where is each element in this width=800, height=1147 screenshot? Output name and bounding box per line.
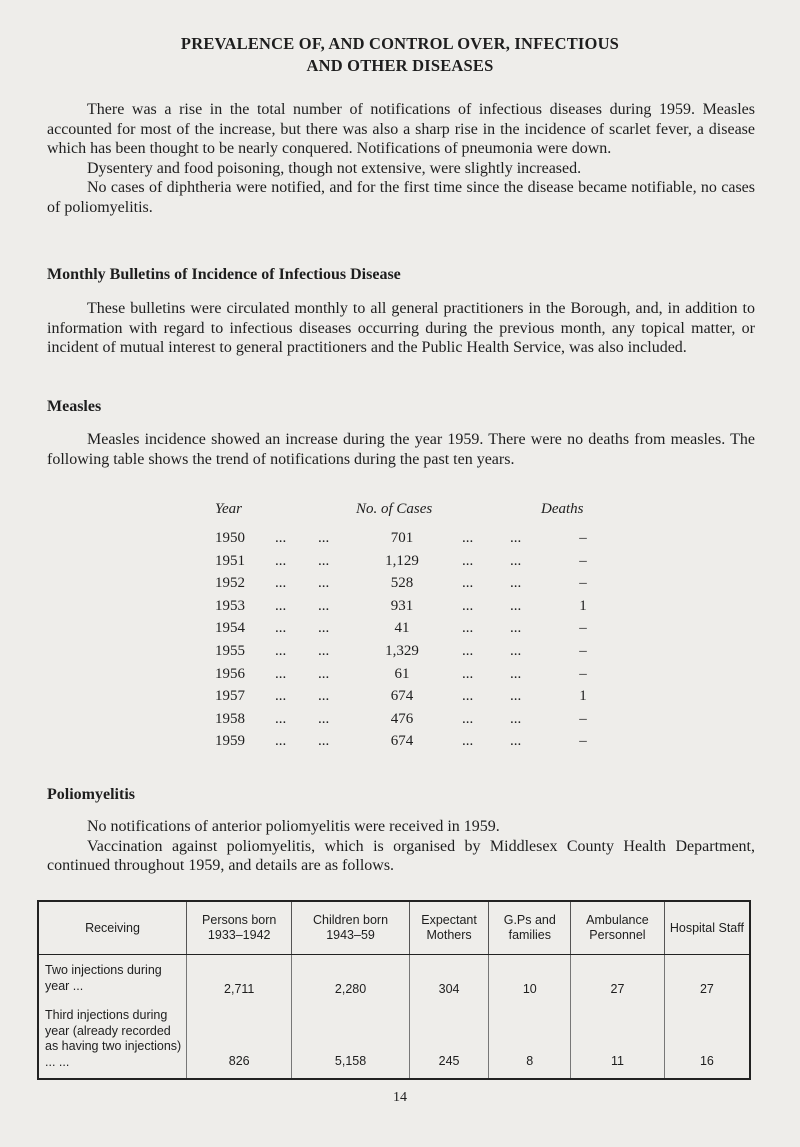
title-line-2: AND OTHER DISEASES [306,56,494,75]
cases-cell: 931 [390,597,414,614]
leader-dots: ... [318,688,330,705]
ambulance-cell: 11 [571,1008,665,1079]
measles-table-header [200,501,620,527]
intro-paragraph-2: Dysentery and food poisoning, though not extensive, were slightly increased. [87,159,582,177]
leader-dots: ... [510,733,522,750]
deaths-cell: – [579,665,587,682]
mothers-column-header: Expectant Mothers [409,901,489,955]
measles-heading: Measles [47,398,102,415]
leader-dots: ... [462,620,474,637]
deaths-cell: – [579,710,587,727]
leader-dots: ... [462,575,474,592]
table-row [200,572,620,595]
cases-cell: 701 [390,530,414,546]
measles-text [47,430,755,469]
vaccination-table-header [38,901,750,955]
table-row [200,663,620,686]
leader-dots: ... [275,597,287,614]
leader-dots: ... [318,620,330,637]
table-row [200,617,620,640]
leader-dots: ... [318,665,330,682]
leader-dots: ... [318,530,330,546]
year-cell: 1957 [215,688,245,705]
leader-dots: ... [275,552,287,569]
deaths-column-header: Deaths [541,501,584,517]
leader-dots: ... [318,733,330,750]
measles-paragraph: Measles incidence showed an increase during the year 1959. There were no deaths from measles. The following table shows the trend of notifications during the past ten years. [47,431,755,468]
leader-dots: ... [510,710,522,727]
vaccination-table [37,900,751,1080]
year-cell: 1956 [215,665,245,682]
leader-dots: ... [462,530,474,546]
year-cell: 1951 [215,552,245,569]
measles-table [200,501,620,753]
gps-cell: 8 [489,1008,571,1079]
cases-cell: 41 [394,620,410,637]
title-line-1: PREVALENCE OF, AND CONTROL OVER, INFECTIOUS [180,34,620,53]
measles-table-body [200,527,620,753]
leader-dots: ... [318,710,330,727]
children-cell: 5,158 [292,1008,409,1079]
intro-text [47,100,755,217]
mothers-cell: 245 [409,1008,489,1079]
leader-dots: ... [275,575,287,592]
ambulance-column-header: Ambulance Personnel [571,901,665,955]
year-cell: 1953 [215,597,245,614]
ambulance-cell: 27 [571,955,665,1009]
leader-dots: ... [510,530,522,546]
persons-cell: 2,711 [187,955,292,1009]
gps-cell: 10 [489,955,571,1009]
leader-dots: ... [462,642,474,659]
leader-dots: ... [275,733,287,750]
bulletins-heading: Monthly Bulletins of Incidence of Infectious Disease [47,266,401,283]
table-row [200,708,620,731]
leader-dots: ... [275,688,287,705]
table-row [200,527,620,550]
year-column-header: Year [215,501,242,517]
cases-cell: 674 [390,688,414,705]
deaths-cell: – [579,530,587,546]
page-number: 14 [393,1090,407,1105]
leader-dots: ... [510,575,522,592]
leader-dots: ... [510,597,522,614]
leader-dots: ... [462,733,474,750]
deaths-cell: 1 [579,597,587,614]
leader-dots: ... [510,620,522,637]
gps-column-header: G.Ps and families [489,901,571,955]
bulletins-text [47,299,755,358]
table-row [200,595,620,618]
children-cell: 2,280 [292,955,409,1009]
leader-dots: ... [275,665,287,682]
leader-dots: ... [318,597,330,614]
intro-paragraph-1: There was a rise in the total number of notifications of infectious diseases during 1959. Measles accounted for most of the increase, but there was also a sharp rise in the incidence of scarlet fever, a disease which has been thought to be nearly conquered. Notifications of pneumonia were down. [47,101,755,157]
leader-dots: ... [510,552,522,569]
leader-dots: ... [510,688,522,705]
intro-paragraph-3: No cases of diphtheria were notified, and for the first time since the disease became notifiable, no cases of poliomyelitis. [47,179,755,216]
leader-dots: ... [275,530,287,546]
year-cell: 1954 [215,620,245,637]
table-row [200,550,620,573]
row-label: Two injections during year ... [45,963,162,993]
hospital-cell: 27 [664,955,750,1009]
deaths-cell: – [579,620,587,637]
row-label: Third injections during year (already recorded as having two injections) ... ... [45,1008,182,1069]
leader-dots: ... [462,688,474,705]
cases-cell: 1,129 [385,552,419,569]
table-row [38,1008,750,1079]
leader-dots: ... [510,642,522,659]
table-row [200,685,620,708]
polio-heading: Poliomyelitis [47,786,135,803]
children-column-header: Children born 1943–59 [292,901,409,955]
hospital-cell: 16 [664,1008,750,1079]
leader-dots: ... [462,710,474,727]
bulletins-paragraph: These bulletins were circulated monthly to all general practitioners in the Borough, and, in addition to information with regard to infectious diseases occurring during the previous month, any topical matter, or incident of mutual interest to general practitioners and the Public Health Service, was also included. [47,300,755,356]
hospital-column-header: Hospital Staff [664,901,750,955]
leader-dots: ... [462,552,474,569]
table-row [38,955,750,1009]
polio-paragraph-1: No notifications of anterior poliomyelitis were received in 1959. [87,818,500,835]
deaths-cell: – [579,575,587,592]
leader-dots: ... [318,575,330,592]
year-cell: 1959 [215,733,245,750]
year-cell: 1952 [215,575,245,592]
cases-cell: 528 [390,575,414,592]
leader-dots: ... [318,552,330,569]
leader-dots: ... [275,642,287,659]
leader-dots: ... [462,597,474,614]
deaths-cell: – [579,642,587,659]
cases-cell: 476 [390,710,414,727]
year-cell: 1958 [215,710,245,727]
deaths-cell: – [579,733,587,750]
persons-column-header: Persons born 1933–1942 [187,901,292,955]
table-row [200,730,620,753]
mothers-cell: 304 [409,955,489,1009]
leader-dots: ... [510,665,522,682]
polio-text [47,817,755,876]
year-cell: 1955 [215,642,245,659]
cases-cell: 1,329 [385,642,419,659]
table-row [200,640,620,663]
leader-dots: ... [318,642,330,659]
leader-dots: ... [275,710,287,727]
persons-cell: 826 [187,1008,292,1079]
page-title [0,33,800,77]
deaths-cell: 1 [579,688,587,705]
cases-column-header: No. of Cases [356,501,433,517]
cases-cell: 61 [394,665,410,682]
receiving-column-header: Receiving [38,901,187,955]
cases-cell: 674 [390,733,414,750]
deaths-cell: – [579,552,587,569]
year-cell: 1950 [215,530,245,546]
leader-dots: ... [462,665,474,682]
leader-dots: ... [275,620,287,637]
polio-paragraph-2: Vaccination against poliomyelitis, which is organised by Middlesex County Health Department, continued throughout 1959, and details are as follows. [47,837,755,874]
